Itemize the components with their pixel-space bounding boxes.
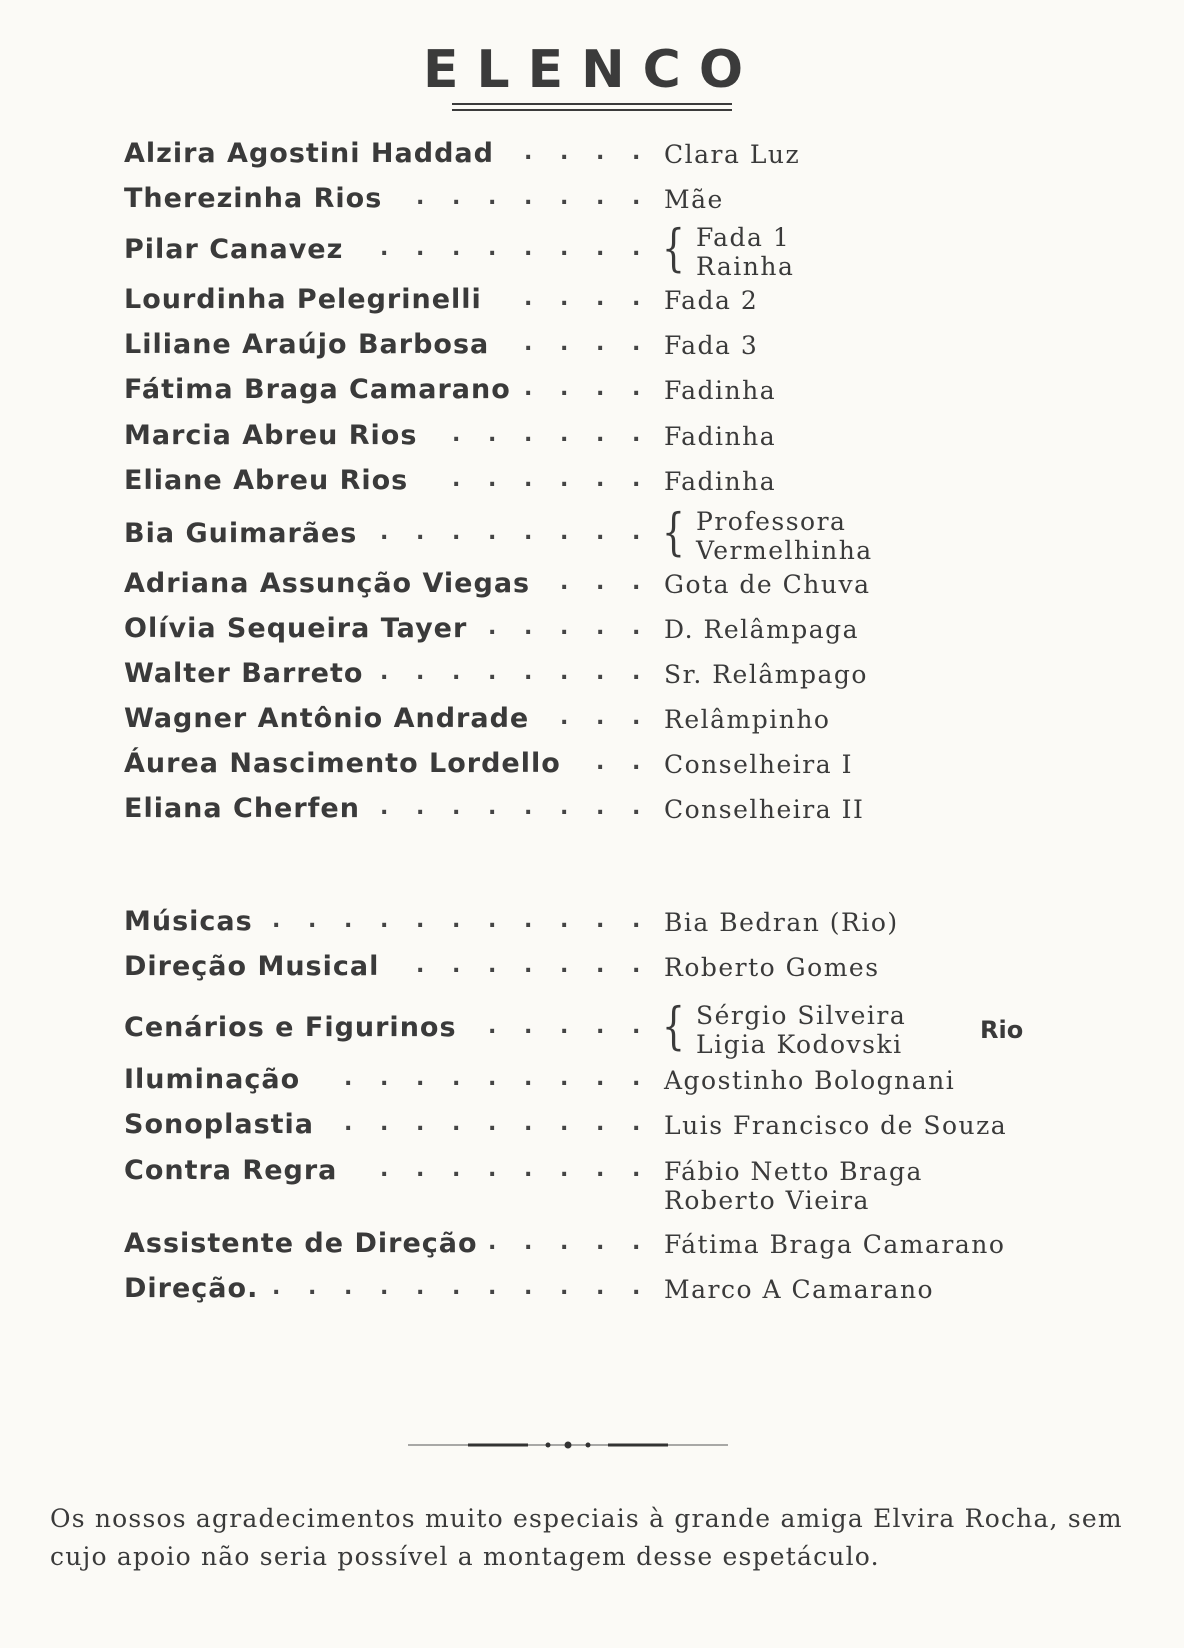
crew-row (0, 1273, 1184, 1313)
cast-name: Olívia Sequeira Tayer (124, 613, 468, 644)
cast-role (664, 507, 873, 565)
crew-role (664, 953, 880, 982)
leader-dot: . (596, 1014, 605, 1039)
leader-dot: . (488, 520, 497, 545)
leader-dot: . (488, 615, 497, 640)
crew-row (0, 951, 1184, 991)
role-line: Fadinha (664, 422, 777, 451)
role-line: D. Relâmpaga (664, 615, 860, 644)
leader-dot: . (524, 1157, 533, 1182)
crew-name: Iluminação (124, 1064, 301, 1095)
crew-role (664, 1111, 1007, 1140)
leader-dot: . (596, 1066, 605, 1091)
crew-row (0, 1155, 1184, 1215)
leader-dot: . (596, 705, 605, 730)
leader-dot: . (452, 1066, 461, 1091)
leader-dot: . (524, 1014, 533, 1039)
crew-row (0, 998, 1184, 1059)
leader-dot: . (596, 953, 605, 978)
leader-dot: . (380, 1275, 389, 1300)
cast-role (664, 750, 853, 779)
leader-dot: . (596, 236, 605, 261)
role-line: Bia Bedran (Rio) (664, 908, 899, 937)
leader-dot: . (632, 1014, 641, 1039)
cast-row (0, 568, 1184, 608)
cast-role (664, 795, 864, 824)
leader-dot: . (452, 908, 461, 933)
cast-row (0, 465, 1184, 505)
cast-name: Pilar Canavez (124, 234, 344, 265)
role-line: Conselheira I (664, 750, 853, 779)
cast-row (0, 183, 1184, 223)
leader-dot: . (524, 286, 533, 311)
leader-dot: . (596, 795, 605, 820)
role-line: Sr. Relâmpago (664, 660, 868, 689)
role-line: Mãe (664, 185, 724, 214)
leader-dot: . (488, 1157, 497, 1182)
leader-dot: . (560, 705, 569, 730)
leader-dot: . (596, 185, 605, 210)
leader-dot: . (416, 185, 425, 210)
leader-dot: . (344, 1066, 353, 1091)
leader-dot: . (632, 705, 641, 730)
brace-bracket: { (662, 504, 685, 562)
leader-dot: . (560, 615, 569, 640)
cast-role (664, 660, 868, 689)
crew-role (664, 1001, 906, 1059)
leader-dot: . (560, 140, 569, 165)
leader-dot: . (596, 286, 605, 311)
leader-dot: . (560, 467, 569, 492)
leader-dot: . (524, 422, 533, 447)
cast-row (0, 793, 1184, 833)
leader-dot: . (632, 1230, 641, 1255)
leader-dot: . (596, 1111, 605, 1136)
role-line: Professora (696, 507, 847, 536)
role-line: Luis Francisco de Souza (664, 1111, 1008, 1140)
leader-dot: . (452, 1157, 461, 1182)
leader-dot: . (560, 953, 569, 978)
role-line: Rainha (696, 252, 795, 281)
leader-dot: . (524, 1230, 533, 1255)
crew-name: Sonoplastia (124, 1109, 315, 1140)
leader-dot: . (452, 467, 461, 492)
leader-dot: . (596, 615, 605, 640)
crew-role (664, 1066, 955, 1095)
leader-dot: . (524, 1066, 533, 1091)
cast-row (0, 329, 1184, 369)
crew-row (0, 1228, 1184, 1268)
cast-name: Adriana Assunção Viegas (124, 568, 531, 599)
leader-dot: . (524, 615, 533, 640)
leader-dot: . (488, 908, 497, 933)
cast-role (664, 331, 758, 360)
leader-dot: . (524, 520, 533, 545)
leader-dot: . (632, 467, 641, 492)
leader-dot: . (524, 953, 533, 978)
leader-dot: . (488, 1275, 497, 1300)
leader-dot: . (596, 520, 605, 545)
leader-dot: . (524, 236, 533, 261)
role-line: Fada 1 (696, 223, 791, 252)
cast-role (664, 467, 776, 496)
cast-name: Marcia Abreu Rios (124, 420, 418, 451)
divider-ornament (408, 1435, 728, 1455)
leader-dot: . (416, 660, 425, 685)
leader-dot: . (560, 520, 569, 545)
crew-name: Assistente de Direção (124, 1228, 478, 1259)
leader-dot: . (416, 1157, 425, 1182)
crew-name: Contra Regra (124, 1155, 338, 1186)
cast-role (664, 570, 871, 599)
role-line: Fada 3 (664, 331, 759, 360)
leader-dot: . (380, 1111, 389, 1136)
crew-name: Direção. (124, 1273, 259, 1304)
leader-dot: . (416, 520, 425, 545)
cast-name: Alzira Agostini Haddad (124, 138, 494, 169)
leader-dot: . (560, 1014, 569, 1039)
leader-dot: . (632, 908, 641, 933)
leader-dot: . (380, 1066, 389, 1091)
leader-dot: . (488, 422, 497, 447)
leader-dot: . (560, 376, 569, 401)
leader-dot: . (632, 1275, 641, 1300)
leader-dot: . (488, 467, 497, 492)
leader-dot: . (524, 795, 533, 820)
role-line: Agostinho Bolognani (664, 1066, 956, 1095)
leader-dot: . (560, 908, 569, 933)
leader-dot: . (596, 467, 605, 492)
leader-dot: . (560, 795, 569, 820)
leader-dot: . (452, 185, 461, 210)
leader-dot: . (560, 1230, 569, 1255)
leader-dot: . (272, 908, 281, 933)
cast-role (664, 376, 776, 405)
leader-dot: . (380, 520, 389, 545)
leader-dot: . (452, 953, 461, 978)
role-line: Fadinha (664, 467, 777, 496)
crew-role (664, 1275, 934, 1304)
cast-name: Áurea Nascimento Lordello (124, 748, 561, 779)
leader-dot: . (632, 795, 641, 820)
leader-dot: . (632, 953, 641, 978)
leader-dot: . (560, 286, 569, 311)
cast-role (664, 705, 830, 734)
leader-dot: . (416, 908, 425, 933)
role-line: Ligia Kodovski (696, 1030, 903, 1059)
role-line: Roberto Gomes (664, 953, 880, 982)
leader-dot: . (524, 331, 533, 356)
leader-dot: . (524, 140, 533, 165)
crew-row (0, 906, 1184, 946)
role-line: Fátima Braga Camarano (664, 1230, 1006, 1259)
leader-dot: . (488, 1230, 497, 1255)
leader-dot: . (416, 1066, 425, 1091)
leader-dot: . (488, 953, 497, 978)
crew-name: Cenários e Figurinos (124, 1012, 457, 1043)
leader-dot: . (452, 795, 461, 820)
leader-dot: . (596, 422, 605, 447)
leader-dot: . (632, 570, 641, 595)
leader-dot: . (596, 908, 605, 933)
leader-dot: . (560, 570, 569, 595)
leader-dot: . (560, 1066, 569, 1091)
cast-row (0, 284, 1184, 324)
leader-dot: . (488, 1066, 497, 1091)
cast-row (0, 374, 1184, 414)
crew-role (664, 1157, 923, 1215)
leader-dot: . (308, 908, 317, 933)
leader-dot: . (380, 236, 389, 261)
role-line: Marco A Camarano (664, 1275, 935, 1304)
leader-dot: . (452, 422, 461, 447)
location-note: Rio (980, 1016, 1024, 1044)
leader-dot: . (452, 520, 461, 545)
leader-dot: . (632, 331, 641, 356)
cast-row (0, 748, 1184, 788)
brace-bracket: { (662, 998, 685, 1056)
leader-dot: . (452, 236, 461, 261)
title-underline (452, 103, 732, 115)
cast-row (0, 420, 1184, 460)
cast-name: Walter Barreto (124, 658, 364, 689)
leader-dot: . (560, 236, 569, 261)
cast-role (664, 286, 758, 315)
role-line: Fadinha (664, 376, 777, 405)
cast-row (0, 658, 1184, 698)
role-line: Sérgio Silveira (696, 1001, 907, 1030)
leader-dot: . (380, 908, 389, 933)
leader-dot: . (524, 185, 533, 210)
leader-dot: . (560, 1275, 569, 1300)
leader-dot: . (560, 660, 569, 685)
leader-dot: . (632, 236, 641, 261)
leader-dot: . (560, 331, 569, 356)
leader-dot: . (416, 1275, 425, 1300)
cast-role (664, 185, 724, 214)
role-line: Relâmpinho (664, 705, 831, 734)
leader-dot: . (596, 1230, 605, 1255)
brace-bracket: { (662, 220, 685, 278)
crew-role (664, 908, 899, 937)
cast-name: Eliana Cherfen (124, 793, 360, 824)
cast-name: Fátima Braga Camarano (124, 374, 511, 405)
leader-dot: . (632, 520, 641, 545)
cast-name: Therezinha Rios (124, 183, 383, 214)
role-line: Conselheira II (664, 795, 865, 824)
leader-dot: . (596, 750, 605, 775)
leader-dot: . (452, 1111, 461, 1136)
leader-dot: . (344, 1275, 353, 1300)
leader-dot: . (488, 1111, 497, 1136)
crew-role (664, 1230, 1005, 1259)
leader-dot: . (380, 660, 389, 685)
leader-dot: . (344, 908, 353, 933)
crew-name: Direção Musical (124, 951, 380, 982)
leader-dot: . (488, 795, 497, 820)
leader-dot: . (596, 1275, 605, 1300)
leader-dot: . (488, 185, 497, 210)
leader-dot: . (452, 1275, 461, 1300)
leader-dot: . (524, 908, 533, 933)
cast-name: Bia Guimarães (124, 518, 358, 549)
leader-dot: . (632, 185, 641, 210)
leader-dot: . (272, 1275, 281, 1300)
acknowledgement-text: Os nossos agradecimentos muito especiais à grande amiga Elvira Rocha, sem cujo apoio não seria possível a montagem desse espetáculo. (50, 1504, 1123, 1571)
leader-dot: . (344, 1111, 353, 1136)
role-line: Fada 2 (664, 286, 759, 315)
leader-dot: . (488, 660, 497, 685)
leader-dot: . (524, 660, 533, 685)
leader-dot: . (632, 1157, 641, 1182)
role-line: Gota de Chuva (664, 570, 871, 599)
role-line: Clara Luz (664, 140, 801, 169)
leader-dot: . (596, 331, 605, 356)
cast-name: Eliane Abreu Rios (124, 465, 409, 496)
leader-dot: . (596, 660, 605, 685)
cast-row (0, 138, 1184, 178)
leader-dot: . (488, 236, 497, 261)
leader-dot: . (596, 570, 605, 595)
leader-dot: . (560, 422, 569, 447)
leader-dot: . (560, 1111, 569, 1136)
leader-dot: . (524, 1275, 533, 1300)
cast-row (0, 703, 1184, 743)
leader-dot: . (452, 660, 461, 685)
leader-dot: . (416, 236, 425, 261)
leader-dot: . (596, 376, 605, 401)
role-line: Roberto Vieira (664, 1186, 870, 1215)
leader-dot: . (632, 615, 641, 640)
leader-dot: . (560, 185, 569, 210)
leader-dot: . (632, 422, 641, 447)
leader-dot: . (632, 750, 641, 775)
leader-dot: . (596, 140, 605, 165)
cast-role (664, 615, 859, 644)
cast-role (664, 422, 776, 451)
leader-dot: . (632, 376, 641, 401)
cast-row (0, 504, 1184, 565)
leader-dot: . (416, 1111, 425, 1136)
cast-row (0, 613, 1184, 653)
cast-name: Wagner Antônio Andrade (124, 703, 530, 734)
leader-dot: . (632, 286, 641, 311)
leader-dot: . (308, 1275, 317, 1300)
crew-row (0, 1064, 1184, 1104)
leader-dot: . (632, 660, 641, 685)
cast-role (664, 223, 794, 281)
leader-dot: . (488, 1014, 497, 1039)
crew-row (0, 1109, 1184, 1149)
cast-row (0, 220, 1184, 281)
cast-name: Liliane Araújo Barbosa (124, 329, 490, 360)
leader-dot: . (380, 795, 389, 820)
crew-name: Músicas (124, 906, 253, 937)
cast-role (664, 140, 800, 169)
leader-dot: . (524, 467, 533, 492)
leader-dot: . (632, 1066, 641, 1091)
role-line: Vermelhinha (696, 536, 873, 565)
leader-dot: . (416, 953, 425, 978)
leader-dot: . (560, 1157, 569, 1182)
leader-dot: . (524, 376, 533, 401)
leader-dot: . (632, 140, 641, 165)
leader-dot: . (416, 795, 425, 820)
cast-name: Lourdinha Pelegrinelli (124, 284, 482, 315)
leader-dot: . (596, 1157, 605, 1182)
leader-dot: . (524, 1111, 533, 1136)
role-line: Fábio Netto Braga (664, 1157, 923, 1186)
leader-dot: . (380, 1157, 389, 1182)
leader-dot: . (632, 1111, 641, 1136)
page-title: ELENCO (422, 40, 762, 100)
